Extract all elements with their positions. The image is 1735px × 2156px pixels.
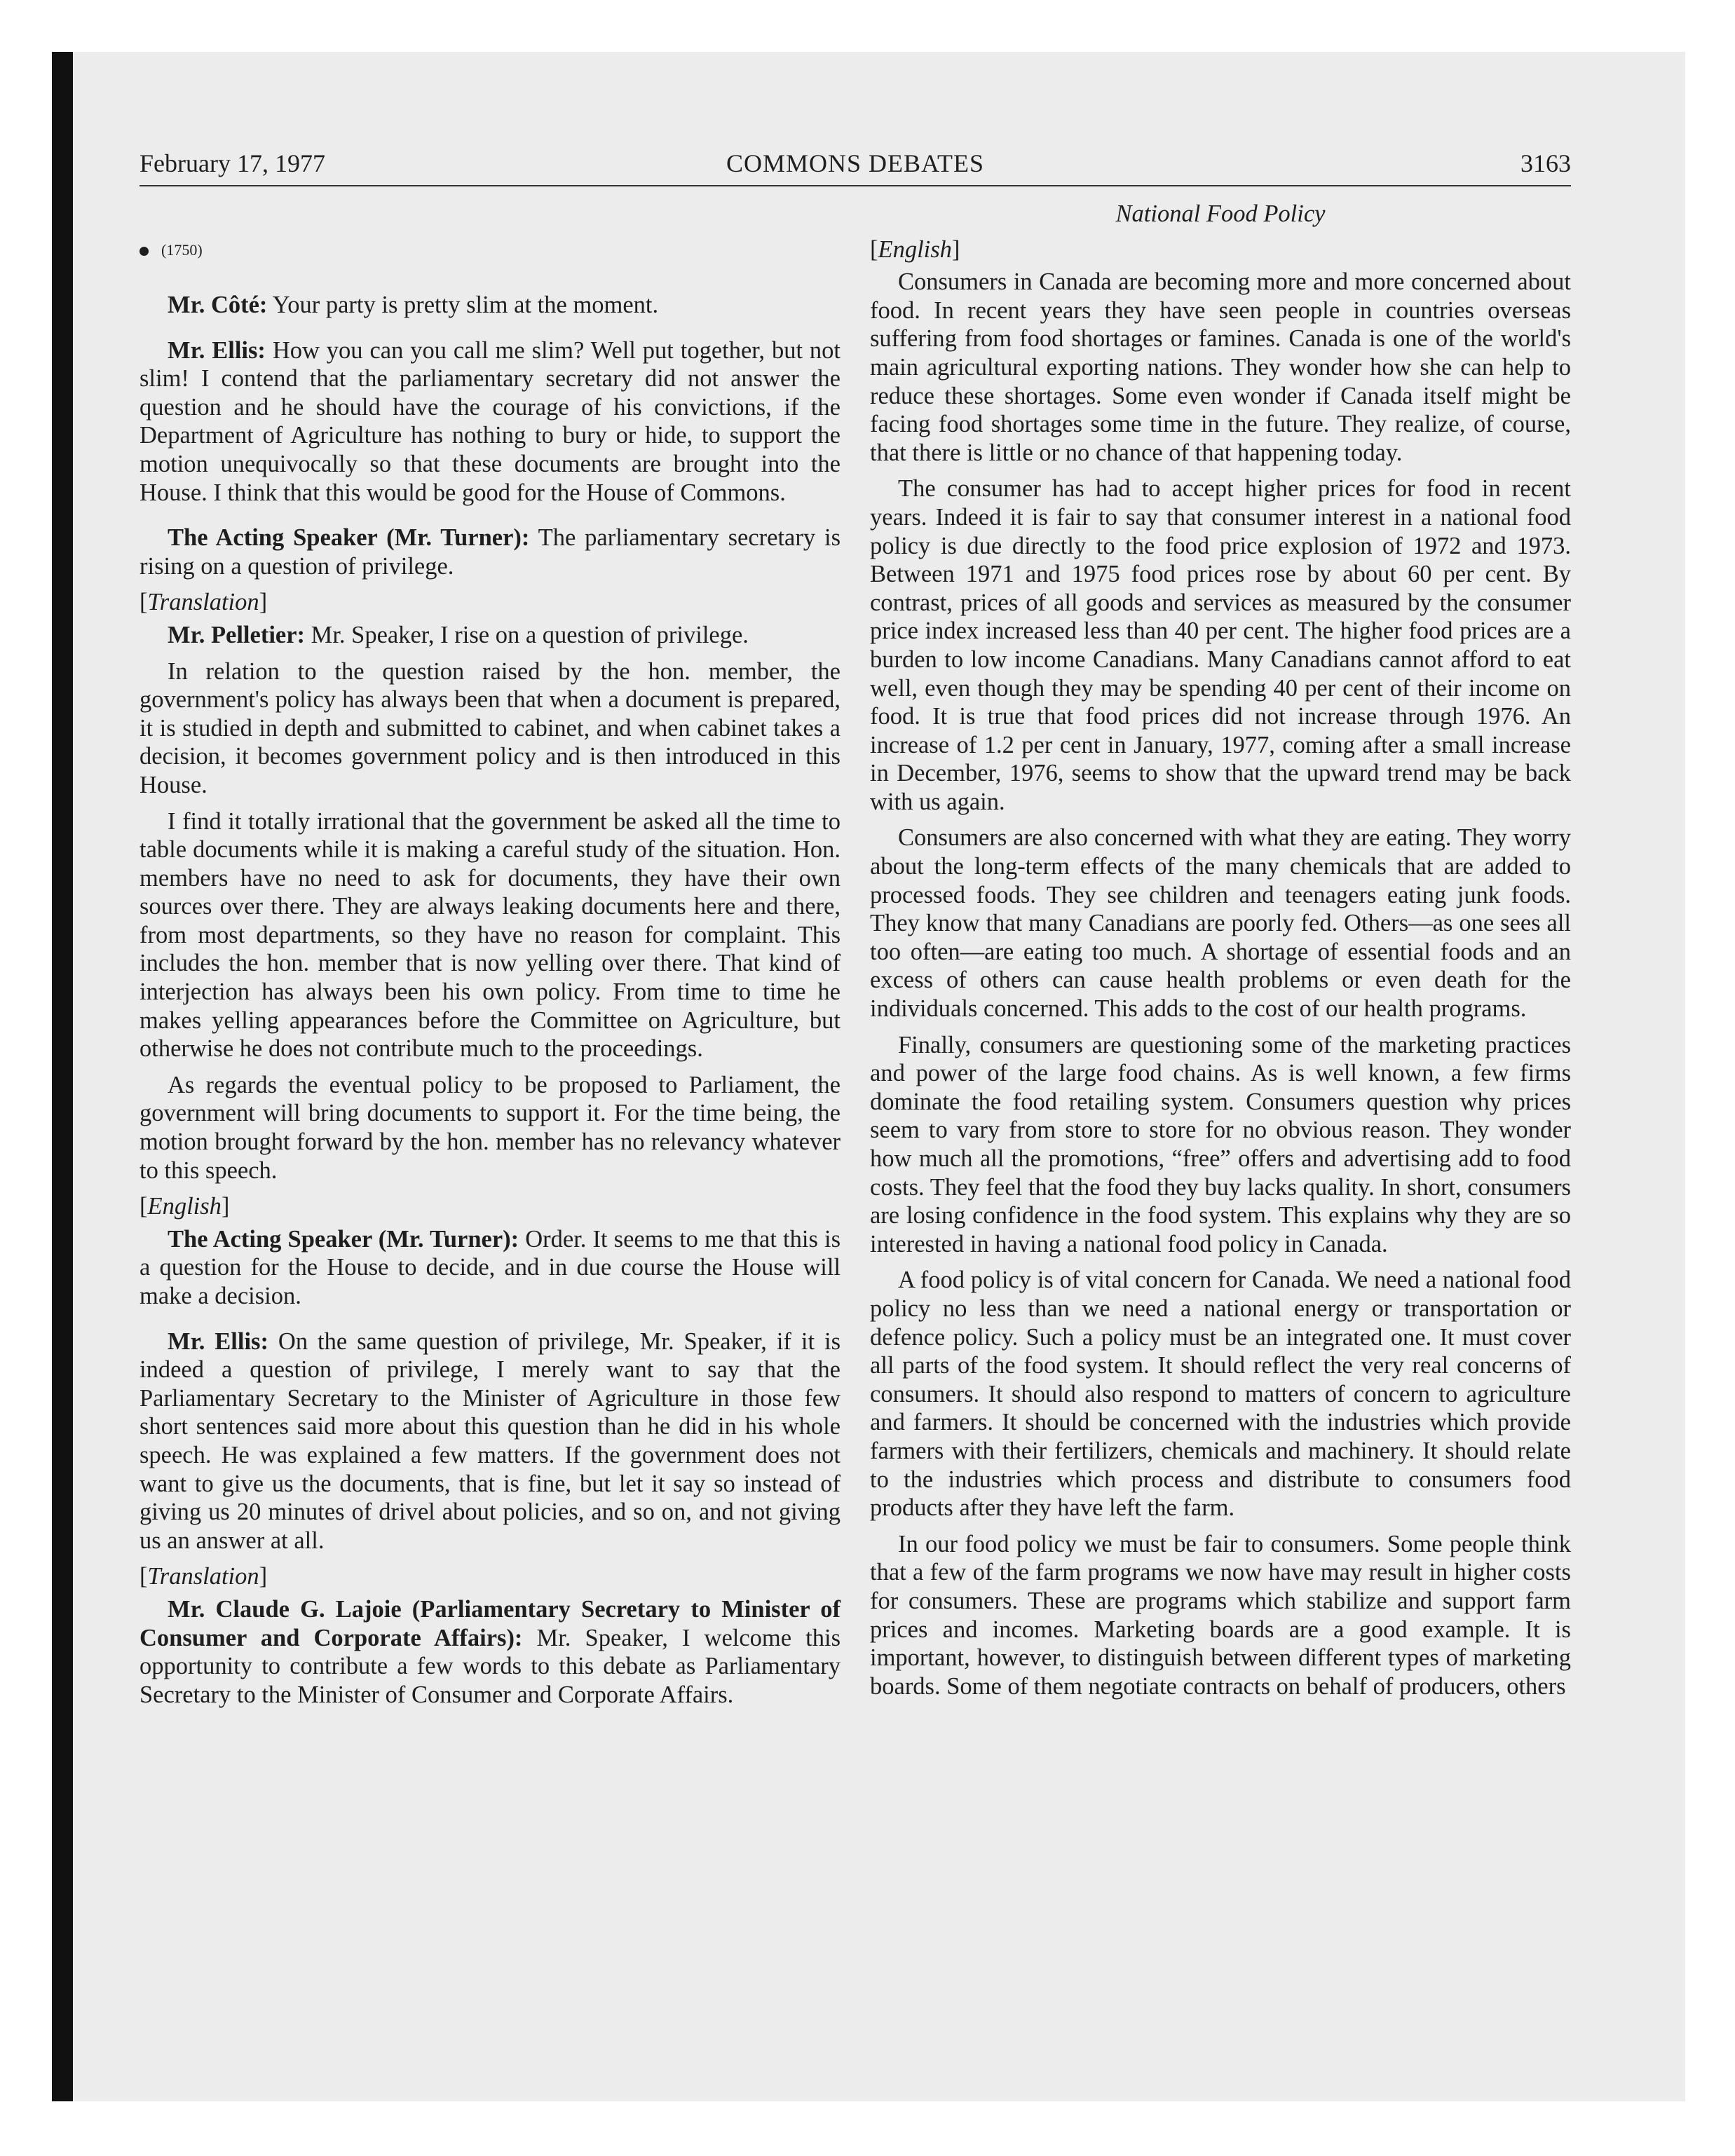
running-header: [140, 146, 1571, 186]
scan-binding-edge: [52, 52, 73, 2101]
section-title: National Food Policy: [1115, 200, 1326, 227]
paragraph-higher-prices: The consumer has had to accept higher prices for food in recent years. Indeed it is fair to say that consumer interest in a national food policy is due directly to the food price explosion of 1972 and 1973. Between 1971 and 1975 food prices rose by about 60 per cent. By contrast, prices of all goods and services as measured by the consumer price index increased less than 40 per cent. The higher food prices are a burden to low income Canadians. Many Canadians cannot afford to eat well, even though they may be spending 40 per cent of their income on food. It is true that food prices did not increase through 1976. An increase of 1.2 per cent in January, 1977, coming after a small increase in December, 1976, seems to show that the upward trend may be back with us again.: [870, 475, 1571, 815]
paragraph-government-policy: In relation to the question raised by the hon. member, the government's policy has always been that when a document is prepared, it is studied in depth and submitted to cabinet, and when cabinet takes a decision, it becomes government policy and is then introduced in this House.: [140, 657, 841, 798]
paragraph-fair-to-consumers: In our food policy we must be fair to consumers. Some people think that a few of the farm programs we now have may result in higher costs for consumers. These are programs which stabilize and support farm prices and incomes. Marketing boards are a good example. It is important, however, to distinguish between different types of marketing boards. Some of them negotiate contracts on behalf of producers, others: [870, 1530, 1571, 1700]
paragraph-lajoie: [140, 1595, 841, 1709]
speaker-name: Mr. Ellis:: [168, 336, 266, 364]
speaker-name: Mr. Ellis:: [168, 1328, 268, 1355]
paragraph-what-eating: Consumers are also concerned with what they are eating. They worry about the long-term effects of the many chemicals that are added to processed foods. They see children and teenagers eating junk foods. They know that many Canadians are poorly fed. Others—as one sees all too often—are eating too much. A shortage of essential foods and an excess of others can cause health problems or even death for the individuals concerned. This adds to the cost of our health programs.: [870, 824, 1571, 1023]
speech-text: The parliamentary secretary is rising on a question of privilege.: [140, 524, 841, 580]
speech-text: Order. It seems to me that this is a question for the House to decide, and in due course the House will make a decision.: [140, 1225, 841, 1309]
header-publication-title: COMMONS DEBATES: [726, 149, 985, 177]
language-marker-text: English: [147, 1193, 222, 1220]
paragraph-consumers-concerned: Consumers in Canada are becoming more and more concerned about food. In recent years they have seen people in countries overseas suffering from food shortages or famines. Canada is one of the world's main agricultural exporting nations. They wonder how she can help to reduce these shortages. Some even wonder if Canada itself might be facing food shortages some time in the future. They realize, of course, that there is little or no chance of that happening today.: [870, 268, 1571, 466]
language-marker-translation: [Translation]: [140, 589, 268, 616]
speaker-name: Mr. Pelletier:: [168, 621, 306, 648]
paragraph-eventual-policy: As regards the eventual policy to be proposed to Parliament, the government will bring documents to support it. For the time being, the motion brought forward by the hon. member has no relevancy whatever to this speech.: [140, 1071, 841, 1184]
speech-text: How you can you call me slim? Well put together, but not slim! I contend that the parliamentary secretary did not answer the question and he should have the courage of his convictions, if the Department of Agriculture has nothing to bury or hide, to support the motion unequivocally so that these documents are brought into the House. I think that this would be good for the House of Commons.: [140, 336, 841, 506]
paragraph-vital-concern: A food policy is of vital concern for Canada. We need a national food policy no less than we need a national energy or transportation or defence policy. Such a policy must be an integrated one. It must cover all parts of the food system. It should reflect the very real concerns of consumers. It should also respond to matters of concern to agriculture and farmers. It should be concerned with the industries which provide farmers with their fertilizers, chemicals and machinery. It should relate to the industries which process and distribute to consumers food products after they have left the farm.: [870, 1267, 1571, 1522]
speech-text: Mr. Speaker, I welcome this opportunity to contribute a few words to this debate as Parliamentary Secretary to the Minister of Consumer and Corporate Affairs.: [140, 1624, 841, 1708]
left-column: [140, 200, 841, 1717]
language-marker-translation-2: [Translation]: [140, 1563, 268, 1590]
language-marker-text: Translation: [147, 589, 259, 616]
right-column: [870, 200, 1571, 1708]
paragraph-ellis: [140, 336, 841, 507]
paragraph-acting-speaker-order: [140, 1225, 841, 1311]
header-date: February 17, 1977: [140, 149, 325, 177]
time-marker-text: (1750): [161, 241, 203, 259]
paragraph-acting-speaker: [140, 524, 841, 580]
speaker-name: Mr. Côté:: [168, 292, 268, 318]
language-marker-english-right: [English]: [870, 236, 960, 263]
header-page-number: 3163: [1520, 149, 1571, 177]
speech-text: On the same question of privilege, Mr. Speaker, if it is indeed a question of privilege, I merely want to say that the Parliamentary Secretary to the Minister of Agriculture in those few short sentences said more about this question than he did in his whole speech. He was explained a few matters. If the government does not want to give us the documents, that is fine, but let it say so instead of giving us 20 minutes of drivel about policies, and so on, and not giving us an answer at all.: [140, 1328, 841, 1554]
paragraph-cote: [140, 291, 841, 320]
language-marker-text: English: [878, 236, 952, 263]
speech-text: Your party is pretty slim at the moment.: [267, 292, 659, 318]
paragraph-ellis-privilege: [140, 1328, 841, 1555]
paragraph-pelletier: [140, 621, 841, 650]
language-marker-text: Translation: [147, 1563, 259, 1590]
bullet-icon: [140, 247, 149, 256]
speaker-name: The Acting Speaker (Mr. Turner):: [168, 524, 530, 552]
time-marker: [140, 240, 841, 260]
speaker-name: The Acting Speaker (Mr. Turner):: [168, 1225, 519, 1253]
paragraph-marketing-practices: Finally, consumers are questioning some of the marketing practices and power of the large food chains. As is well known, a few firms dominate the food retailing system. Consumers question why prices seem to vary from store to store for no obvious reason. They wonder how much all the promotions, “free” offers and advertising add to food costs. They feel that the food they buy lacks quality. In short, consumers are losing confidence in the food system. This explains why they are so interested in having a national food policy in Canada.: [870, 1031, 1571, 1257]
speech-text: Mr. Speaker, I rise on a question of privilege.: [305, 621, 749, 648]
speaker-name: Mr. Claude G. Lajoie (Parliamentary Secretary to Minister of Consumer and Corporate Affairs):: [140, 1595, 841, 1651]
language-marker-english: [English]: [140, 1193, 230, 1220]
paragraph-irrational: I find it totally irrational that the government be asked all the time to table documents while it is making a careful study of the situation. Hon. members have no need to ask for documents, they have their own sources over there. They are always leaking documents here and there, from most departments, so they have no reason for complaint. This includes the hon. member that is now yelling over there. That kind of interjection has always been his own policy. From time to time he makes yelling appearances before the Committee on Agriculture, but otherwise he does not contribute much to the proceedings.: [140, 807, 841, 1063]
